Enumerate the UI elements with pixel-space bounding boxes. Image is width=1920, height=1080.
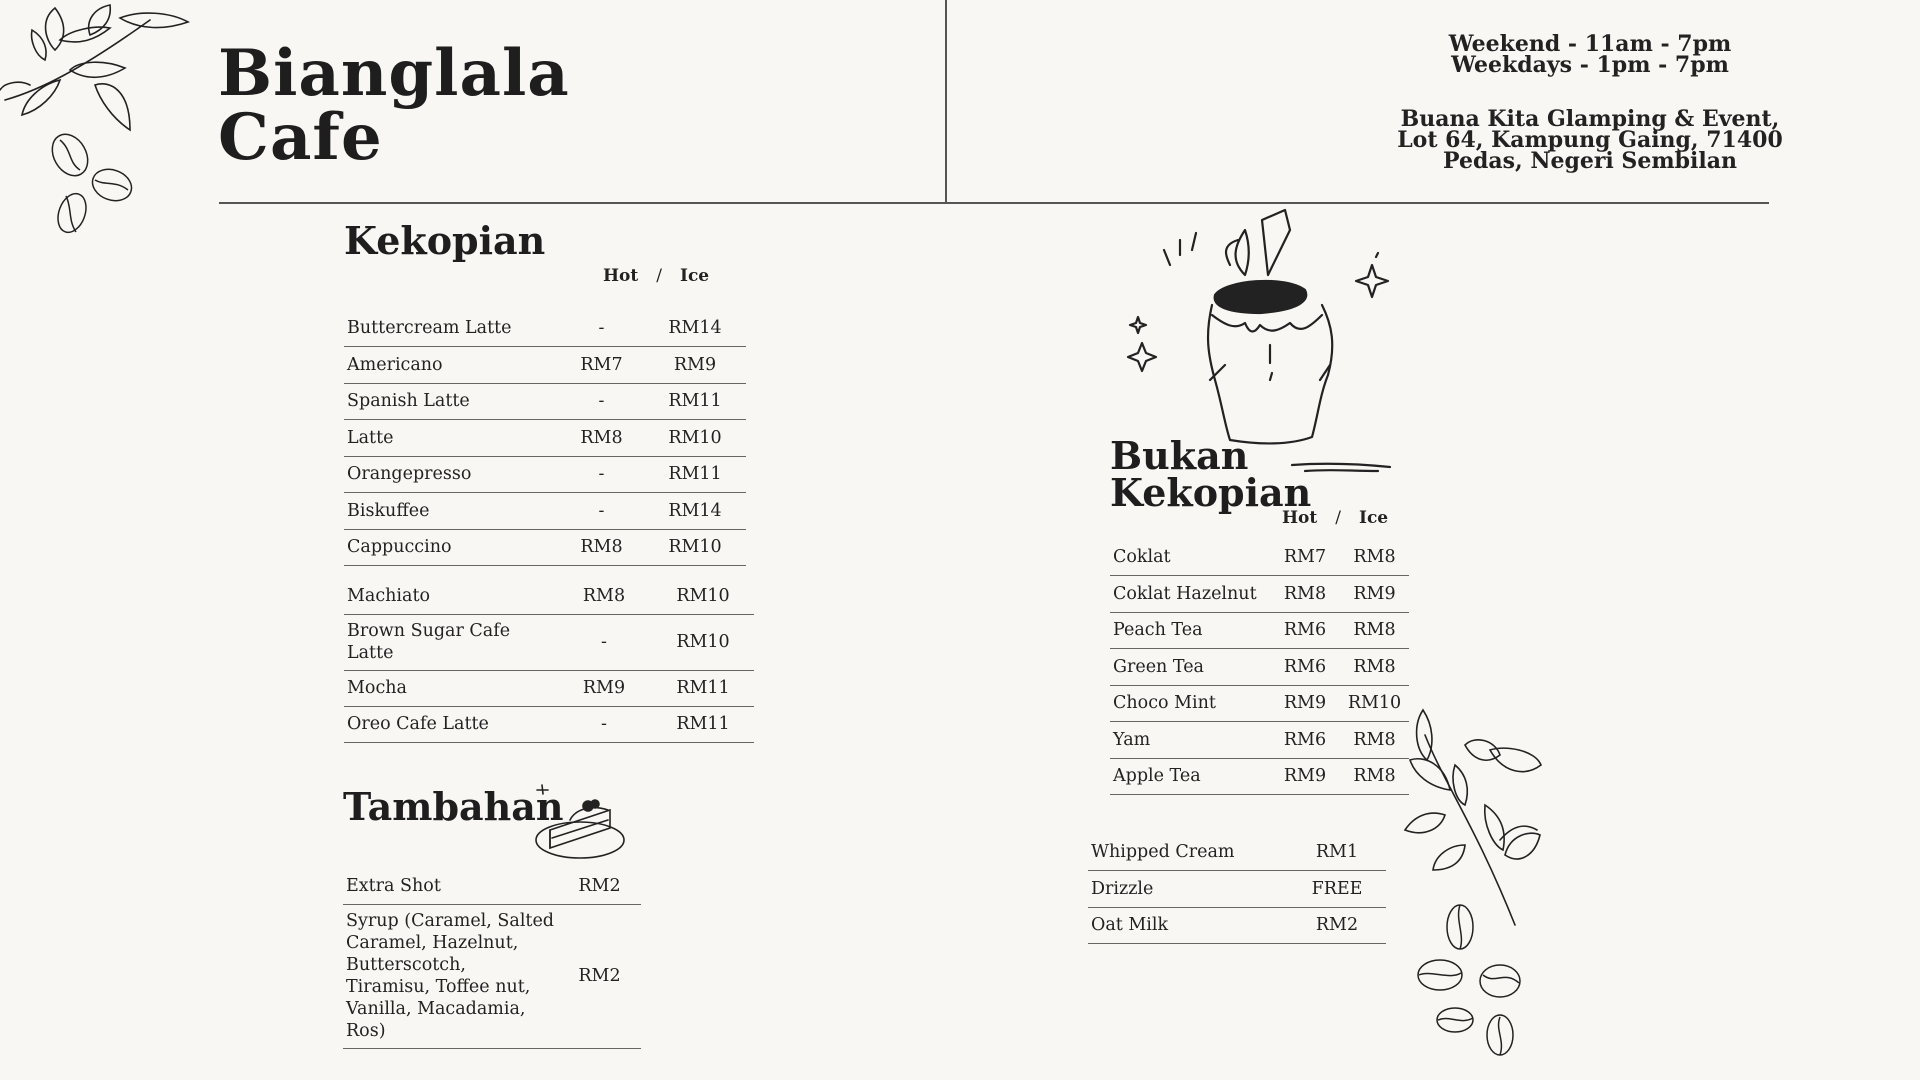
- menu-row: [344, 456, 746, 493]
- item-name: Syrup (Caramel, Salted Caramel, Hazelnut, Butterscotch, Tiramisu, Toffee nut, Vanilla, Macadamia, Ros): [346, 911, 555, 1041]
- section-title-kekopian: Kekopian: [344, 218, 546, 263]
- item-name: Whipped Cream: [1091, 842, 1235, 862]
- bukan-title-line1: Bukan: [1110, 433, 1249, 478]
- ice-price: RM10: [1347, 693, 1402, 714]
- item-name: Green Tea: [1113, 656, 1204, 677]
- ice-price: RM14: [668, 318, 722, 338]
- item-name: Coklat: [1113, 547, 1171, 567]
- cheesecake-icon: [530, 782, 630, 864]
- hot-price: -: [598, 464, 605, 485]
- kekopian-hot-ice-header: [603, 266, 709, 286]
- item-price: RM1: [1315, 842, 1359, 862]
- menu-row: [1110, 576, 1409, 613]
- menu-row: [344, 347, 746, 384]
- item-name: Orangepresso: [347, 464, 472, 485]
- header-divider-vertical: [945, 0, 947, 202]
- item-name: Oreo Cafe Latte: [347, 714, 489, 734]
- item-name: Apple Tea: [1113, 766, 1201, 787]
- item-name: Buttercream Latte: [347, 318, 512, 338]
- hot-price: RM9: [1283, 693, 1327, 714]
- ice-label: Ice: [680, 266, 710, 286]
- ice-price: RM8: [1353, 547, 1396, 567]
- section-title-tambahan: Tambahan: [343, 784, 564, 829]
- hot-price: RM8: [580, 427, 623, 448]
- kekopian-table-2: [344, 578, 754, 743]
- menu-row: [1110, 758, 1409, 795]
- hot-price: RM9: [582, 678, 626, 698]
- bukan-title-line2: Kekopian: [1110, 470, 1312, 515]
- hot-price: RM8: [1283, 583, 1327, 604]
- item-name: Choco Mint: [1113, 693, 1216, 714]
- kekopian-table: [344, 310, 746, 566]
- ice-price: RM11: [668, 391, 722, 412]
- menu-row: [1110, 685, 1409, 722]
- menu-row: [344, 420, 746, 457]
- address-line1: Buana Kita Glamping & Event,: [1400, 106, 1780, 132]
- ice-price: RM9: [1353, 583, 1396, 604]
- ice-price: RM11: [676, 678, 730, 698]
- hot-price: RM7: [580, 354, 623, 375]
- menu-row: [344, 310, 746, 347]
- section-title-bukan-kekopian: [1110, 433, 1312, 515]
- ice-price: RM10: [676, 585, 730, 606]
- menu-row: [344, 493, 746, 530]
- address-line3: Pedas, Negeri Sembilan: [1443, 148, 1737, 174]
- hot-price: RM8: [580, 537, 623, 558]
- hot-ice-separator: /: [656, 266, 662, 286]
- hours-weekdays: Weekdays - 1pm - 7pm: [1451, 52, 1729, 78]
- cafe-title-line1: Bianglala: [218, 36, 570, 111]
- ice-price: RM10: [668, 427, 722, 448]
- item-name: Coklat Hazelnut: [1113, 583, 1257, 604]
- ice-price: RM10: [676, 632, 730, 652]
- hot-price: RM8: [582, 585, 626, 606]
- item-name: Machiato: [347, 585, 431, 606]
- ice-price: RM11: [676, 714, 730, 734]
- item-name: Peach Tea: [1113, 620, 1203, 641]
- item-name: Brown Sugar Cafe Latte: [347, 621, 511, 663]
- hot-price: RM6: [1283, 656, 1327, 677]
- menu-row: [344, 578, 754, 614]
- item-name: Mocha: [347, 678, 407, 698]
- toppings-table: [1088, 834, 1386, 944]
- menu-row: [1088, 907, 1386, 944]
- item-price: RM2: [578, 875, 621, 896]
- item-name: Drizzle: [1091, 878, 1154, 899]
- hot-price: -: [598, 318, 605, 338]
- bukan-kekopian-table: [1110, 539, 1409, 795]
- leaf-branch-icon: [0, 0, 200, 240]
- bukan-hot-ice-header: [1282, 508, 1388, 528]
- hot-price: RM6: [1283, 729, 1327, 750]
- menu-row: [1110, 649, 1409, 686]
- leaf-bean-icon: [1405, 705, 1545, 1060]
- item-name: Spanish Latte: [347, 391, 470, 412]
- menu-row: [343, 868, 641, 904]
- menu-row: [1110, 722, 1409, 759]
- hot-price: -: [598, 391, 605, 412]
- menu-row: [1088, 834, 1386, 871]
- item-name: Yam: [1113, 729, 1151, 750]
- menu-row: [344, 670, 754, 706]
- hot-price: -: [601, 714, 607, 734]
- item-name: Biskuffee: [347, 500, 430, 521]
- item-price: RM2: [578, 966, 621, 986]
- cafe-title-line2: Cafe: [218, 100, 383, 175]
- hot-price: RM6: [1283, 620, 1327, 641]
- hot-price: -: [601, 632, 607, 652]
- item-price: RM2: [1315, 915, 1359, 936]
- item-name: Latte: [347, 427, 394, 448]
- ice-price: RM8: [1353, 729, 1396, 750]
- hot-label: Hot: [1282, 508, 1318, 528]
- ice-price: RM10: [668, 537, 722, 558]
- opening-hours: [1380, 31, 1800, 78]
- ice-price: RM9: [673, 354, 717, 375]
- address: [1380, 106, 1800, 174]
- ice-price: RM11: [668, 464, 722, 485]
- hot-price: -: [598, 500, 605, 521]
- hot-ice-separator: /: [1335, 508, 1341, 528]
- header-divider-horizontal: [219, 202, 1769, 204]
- menu-row: [344, 614, 754, 670]
- hours-weekend: Weekend - 11am - 7pm: [1448, 31, 1732, 57]
- menu-row: [344, 706, 754, 742]
- hot-price: RM9: [1283, 766, 1327, 787]
- address-line2: Lot 64, Kampung Gaing, 71400: [1397, 127, 1783, 153]
- tambahan-table: [343, 868, 641, 1049]
- hot-label: Hot: [603, 266, 639, 286]
- item-name: Oat Milk: [1091, 915, 1169, 936]
- menu-row: [344, 529, 746, 566]
- menu-row: [1088, 871, 1386, 908]
- item-price: FREE: [1311, 878, 1363, 899]
- ice-price: RM8: [1353, 656, 1396, 677]
- item-name: Extra Shot: [346, 875, 441, 896]
- menu-row: [1110, 612, 1409, 649]
- ice-price: RM8: [1353, 620, 1396, 641]
- menu-row: [344, 383, 746, 420]
- ice-label: Ice: [1359, 508, 1389, 528]
- ice-price: RM14: [668, 500, 722, 521]
- menu-row: [1110, 539, 1409, 576]
- menu-row: [343, 904, 641, 1048]
- item-name: Cappuccino: [347, 537, 452, 558]
- hot-price: RM7: [1283, 547, 1327, 567]
- cafe-title: [218, 36, 570, 175]
- item-name: Americano: [347, 354, 443, 375]
- ice-price: RM8: [1353, 766, 1396, 787]
